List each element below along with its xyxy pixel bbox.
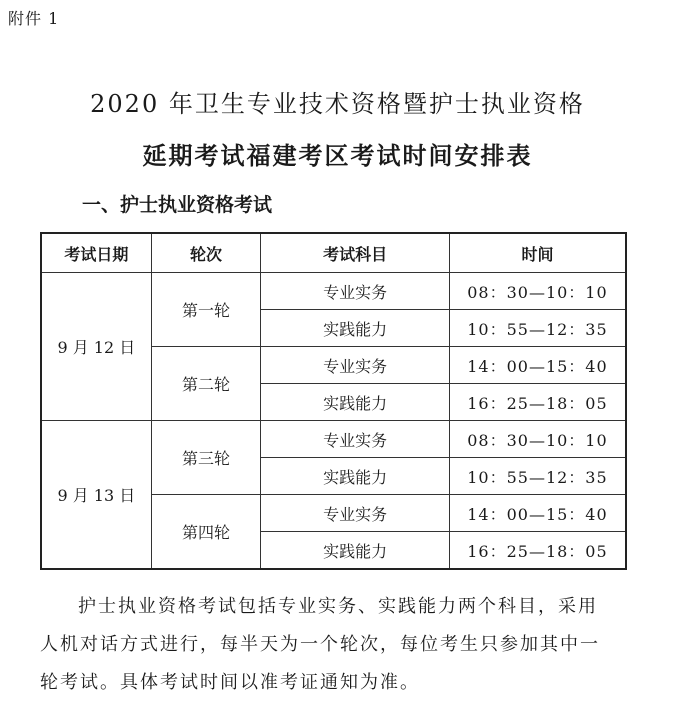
time-cell: 14：00—15：40 bbox=[449, 495, 626, 532]
subject-cell: 专业实务 bbox=[261, 347, 450, 384]
subject-cell: 实践能力 bbox=[261, 458, 450, 495]
time-cell: 10：55—12：35 bbox=[449, 458, 626, 495]
page-title-line1: 2020 年卫生专业技术资格暨护士执业资格 bbox=[90, 90, 585, 118]
page-title-line2: 延期考试福建考区考试时间安排表 bbox=[142, 142, 533, 170]
time-cell: 10：55—12：35 bbox=[449, 310, 626, 347]
subject-cell: 专业实务 bbox=[261, 495, 450, 532]
table-header-row bbox=[41, 233, 626, 273]
time-cell: 08：30—10：10 bbox=[449, 421, 626, 458]
round-cell: 第二轮 bbox=[151, 347, 261, 421]
time-cell: 14：00—15：40 bbox=[449, 347, 626, 384]
section-heading: 一、护士执业资格考试 bbox=[82, 194, 273, 216]
time-cell: 16：25—18：05 bbox=[449, 532, 626, 570]
subject-cell: 实践能力 bbox=[261, 310, 450, 347]
date-cell: 9 月 12 日 bbox=[41, 273, 151, 421]
round-cell: 第四轮 bbox=[151, 495, 261, 570]
paragraph-line: 人机对话方式进行，每半天为一个轮次，每位考生只参加其中一 bbox=[40, 634, 600, 655]
header-subject: 考试科目 bbox=[261, 233, 450, 273]
date-cell: 9 月 13 日 bbox=[41, 421, 151, 570]
header-round: 轮次 bbox=[151, 233, 261, 273]
exam-schedule-table bbox=[40, 232, 627, 570]
time-cell: 08：30—10：10 bbox=[449, 273, 626, 310]
header-time: 时间 bbox=[449, 233, 626, 273]
time-cell: 16：25—18：05 bbox=[449, 384, 626, 421]
header-date: 考试日期 bbox=[41, 233, 151, 273]
table-row bbox=[41, 421, 626, 458]
subject-cell: 专业实务 bbox=[261, 273, 450, 310]
round-cell: 第三轮 bbox=[151, 421, 261, 495]
paragraph-line: 轮考试。具体考试时间以准考证通知为准。 bbox=[40, 672, 420, 693]
subject-cell: 专业实务 bbox=[261, 421, 450, 458]
paragraph-line: 护士执业资格考试包括专业实务、实践能力两个科目，采用 bbox=[78, 596, 598, 617]
table-row bbox=[41, 273, 626, 310]
subject-cell: 实践能力 bbox=[261, 532, 450, 570]
round-cell: 第一轮 bbox=[151, 273, 261, 347]
attachment-label: 附件 1 bbox=[8, 9, 60, 28]
subject-cell: 实践能力 bbox=[261, 384, 450, 421]
notice-paragraph bbox=[40, 588, 640, 702]
